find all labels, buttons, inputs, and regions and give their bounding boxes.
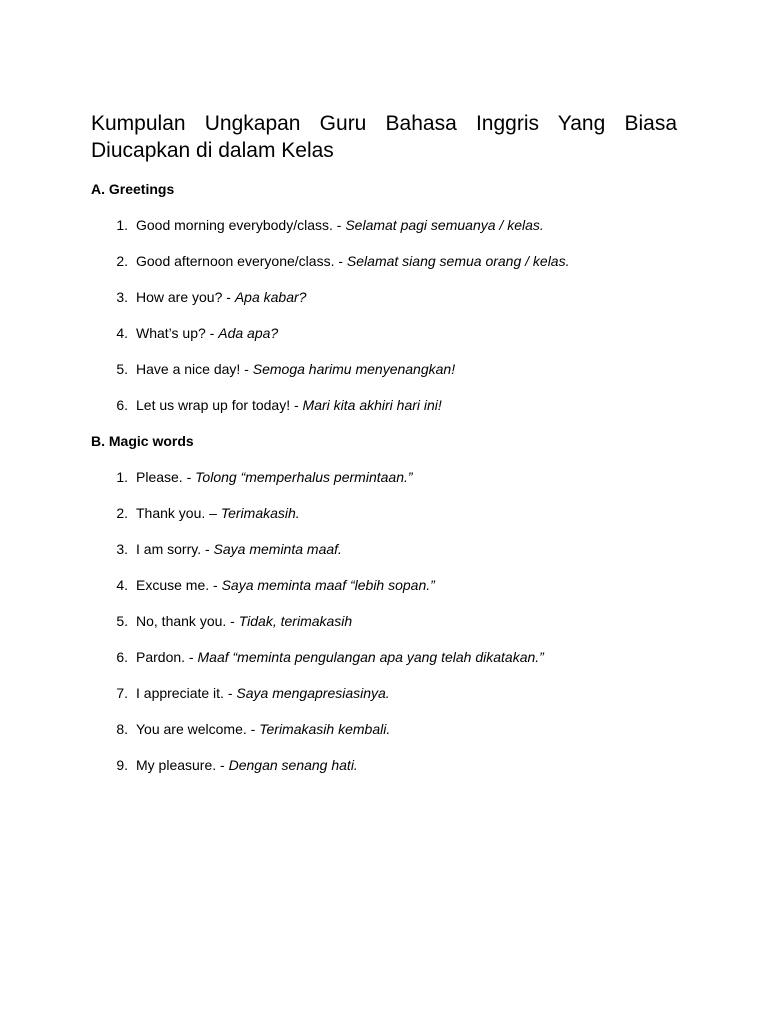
document-title: Kumpulan Ungkapan Guru Bahasa Inggris Yang Biasa Diucapkan di dalam Kelas (91, 112, 677, 162)
item-english: I appreciate it. (136, 685, 224, 701)
list-item (91, 252, 677, 270)
item-separator: - (222, 289, 235, 305)
section-heading-greetings: A. Greetings (91, 181, 175, 197)
item-number: 5. (116, 613, 128, 629)
item-english: You are welcome. (136, 721, 247, 737)
item-english: Thank you. (136, 505, 206, 521)
item-english: Pardon. (136, 649, 186, 665)
list-item (91, 216, 677, 234)
list-item (91, 720, 677, 738)
item-separator: - (226, 613, 239, 629)
item-english: Let us wrap up for today! (136, 397, 291, 413)
item-translation: Dengan senang hati. (228, 757, 358, 773)
item-text (136, 288, 306, 306)
item-number: 9. (116, 757, 128, 773)
item-translation: Semoga harimu menyenangkan! (252, 361, 456, 377)
item-separator: - (201, 541, 214, 557)
item-text (136, 504, 300, 522)
item-separator: - (332, 217, 346, 233)
list-item (91, 540, 677, 558)
item-translation: Terimakasih. (220, 505, 300, 521)
item-number: 8. (116, 721, 128, 737)
item-text (136, 576, 435, 594)
item-number: 3. (116, 541, 128, 557)
list-item (91, 756, 677, 774)
item-text (136, 252, 570, 270)
item-translation: Selamat siang semua orang / kelas. (346, 253, 570, 269)
list-item (91, 612, 677, 630)
item-translation: Maaf “meminta pengulangan apa yang telah dikatakan.” (197, 649, 544, 665)
list-item (91, 360, 677, 378)
item-text (136, 684, 390, 702)
item-english: My pleasure. (136, 757, 217, 773)
item-text (136, 720, 390, 738)
list-item (91, 504, 677, 522)
item-english: Excuse me. (136, 577, 210, 593)
item-separator: - (240, 361, 253, 377)
item-number: 4. (116, 577, 128, 593)
item-separator: - (182, 469, 196, 485)
section-greetings (91, 180, 677, 414)
item-separator: - (223, 685, 237, 701)
item-separator: - (216, 757, 229, 773)
item-text (136, 648, 544, 666)
item-translation: Apa kabar? (234, 289, 307, 305)
item-separator: - (334, 253, 347, 269)
list-item (91, 288, 677, 306)
item-number: 1. (116, 469, 128, 485)
list-item (91, 576, 677, 594)
item-translation: Selamat pagi semuanya / kelas. (345, 217, 544, 233)
item-translation: Saya mengapresiasinya. (236, 685, 390, 701)
item-separator: - (246, 721, 260, 737)
item-text (136, 756, 358, 774)
item-translation: Mari kita akhiri hari ini! (302, 397, 442, 413)
item-text (136, 216, 544, 234)
item-translation: Ada apa? (218, 325, 279, 341)
list-item (91, 468, 677, 486)
item-english: Have a nice day! (136, 361, 241, 377)
item-text (136, 612, 352, 630)
item-number: 2. (116, 505, 128, 521)
item-translation: Saya meminta maaf. (213, 541, 342, 557)
item-text (136, 324, 278, 342)
item-separator: - (205, 325, 219, 341)
item-english: Please. (136, 469, 183, 485)
item-english: Good afternoon everyone/class. (136, 253, 335, 269)
item-text (136, 540, 342, 558)
item-number: 6. (116, 649, 128, 665)
item-text (136, 396, 442, 414)
item-separator: – (205, 505, 221, 521)
item-number: 5. (116, 361, 128, 377)
item-number: 2. (116, 253, 128, 269)
item-number: 1. (116, 217, 128, 233)
item-text (136, 360, 455, 378)
item-text (136, 468, 413, 486)
item-separator: - (185, 649, 198, 665)
item-english: How are you? (136, 289, 223, 305)
item-english: I am sorry. (136, 541, 202, 557)
section-magic-words (91, 432, 677, 774)
item-number: 4. (116, 325, 128, 341)
item-separator: - (290, 397, 303, 413)
section-heading-magic-words: B. Magic words (91, 433, 194, 449)
list-item (91, 324, 677, 342)
item-translation: Saya meminta maaf “lebih sopan.” (221, 577, 435, 593)
list-item (91, 648, 677, 666)
item-english: Good morning everybody/class. (136, 217, 333, 233)
item-english: No, thank you. (136, 613, 227, 629)
magic-words-list (91, 468, 677, 774)
item-number: 3. (116, 289, 128, 305)
item-number: 7. (116, 685, 128, 701)
item-translation: Tolong “memperhalus permintaan.” (195, 469, 413, 485)
item-english: What’s up? (136, 325, 206, 341)
list-item (91, 684, 677, 702)
list-item (91, 396, 677, 414)
item-number: 6. (116, 397, 128, 413)
item-separator: - (209, 577, 222, 593)
item-translation: Tidak, terimakasih (238, 613, 353, 629)
greetings-list (91, 216, 677, 414)
item-translation: Terimakasih kembali. (259, 721, 391, 737)
